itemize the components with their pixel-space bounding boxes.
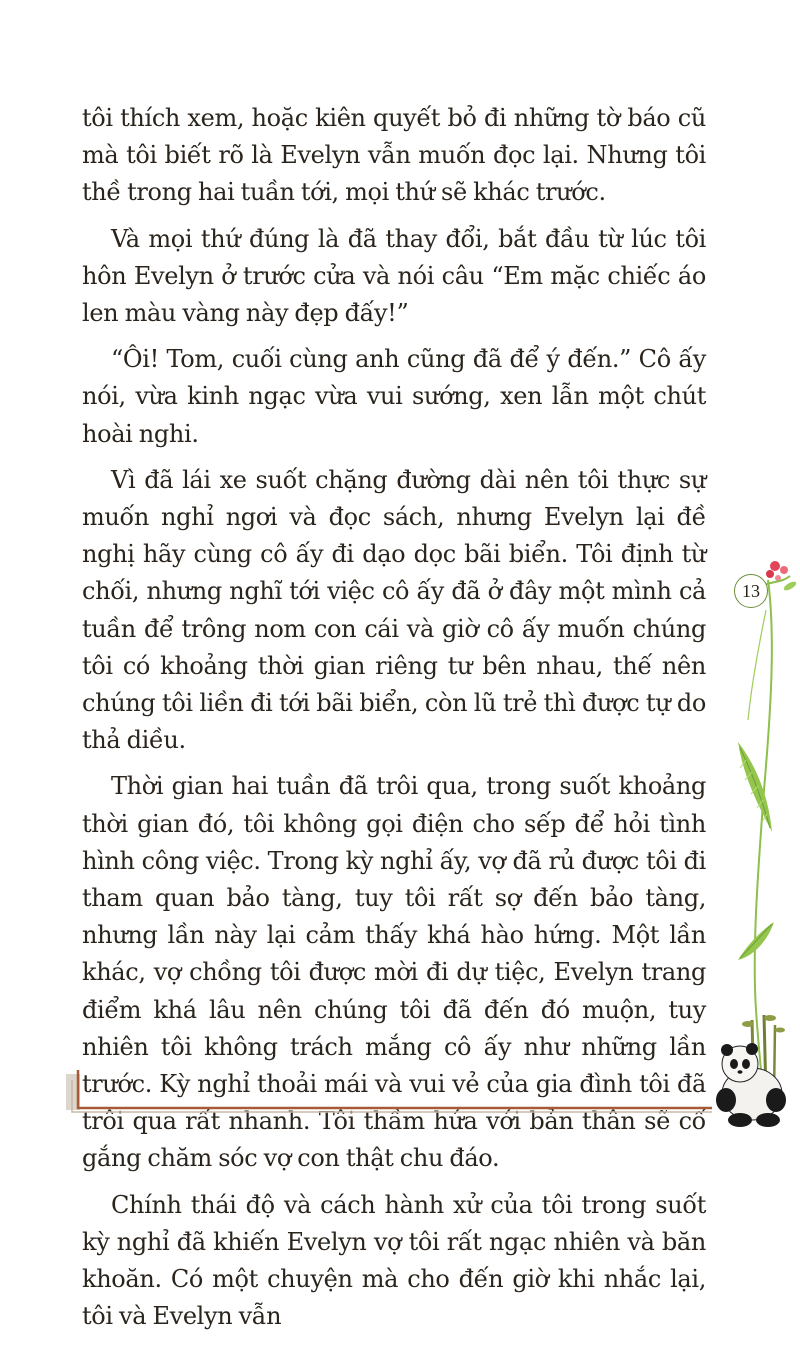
paragraph: Vì đã lái xe suốt chặng đường dài nên tôi thực sự muốn nghỉ ngơi và đọc sách, nhưng Evelyn lại đề nghị hãy cùng cô ấy đi dạo dọc bãi biển. Tôi định từ chối, nhưng nghĩ tới việc cô ấy đã ở đây một mình cả tuần để trông nom con cái và giờ cô ấy muốn chúng tôi có khoảng thời gian riêng tư bên nhau, thế nên chúng tôi liền đi tới bãi biển, còn lũ trẻ thì được tự do thả diều. bbox=[82, 465, 706, 755]
paragraph: Thời gian hai tuần đã trôi qua, trong suốt khoảng thời gian đó, tôi không gọi điện cho sếp để hỏi tình hình công việc. Trong kỳ nghỉ ấy, vợ đã rủ được tôi đi tham quan bảo tàng, tuy tôi rất sợ đến bảo tàng, nhưng lần này lại cảm thấy khá hào hứng. Một lần khác, vợ chồng tôi được mời đi dự tiệc, Evelyn trang điểm khá lâu nên chúng tôi đã đến đó muộn, tuy nhiên tôi không trách mắng cô ấy như những lần trước. Kỳ nghỉ thoải mái và vui vẻ của gia đình tôi đã trôi qua rất nhanh. Tôi thầm hứa với bản thân sẽ cố gắng chăm sóc vợ con thật chu đáo. bbox=[82, 772, 706, 1173]
paragraph: tôi thích xem, hoặc kiên quyết bỏ đi những tờ báo cũ mà tôi biết rõ là Evelyn vẫn muốn đọc lại. Nhưng tôi thề trong hai tuần tới, mọi thứ sẽ khác trước. bbox=[82, 104, 706, 207]
paragraph: “Ôi! Tom, cuối cùng anh cũng đã để ý đến.” Cô ấy nói, vừa kinh ngạc vừa vui sướng, xen lẫn một chút hoài nghi. bbox=[82, 345, 706, 448]
paragraph: Chính thái độ và cách hành xử của tôi trong suốt kỳ nghỉ đã khiến Evelyn vợ tôi rất ngạc nhiên và băn khoăn. Có một chuyện mà cho đến giờ khi nhắc lại, tôi và Evelyn vẫn bbox=[82, 1190, 706, 1331]
page-number: 13 bbox=[734, 574, 768, 608]
paragraph: Và mọi thứ đúng là đã thay đổi, bắt đầu từ lúc tôi hôn Evelyn ở trước cửa và nói câu “Em mặc chiếc áo len màu vàng này đẹp đấy!” bbox=[82, 224, 706, 328]
